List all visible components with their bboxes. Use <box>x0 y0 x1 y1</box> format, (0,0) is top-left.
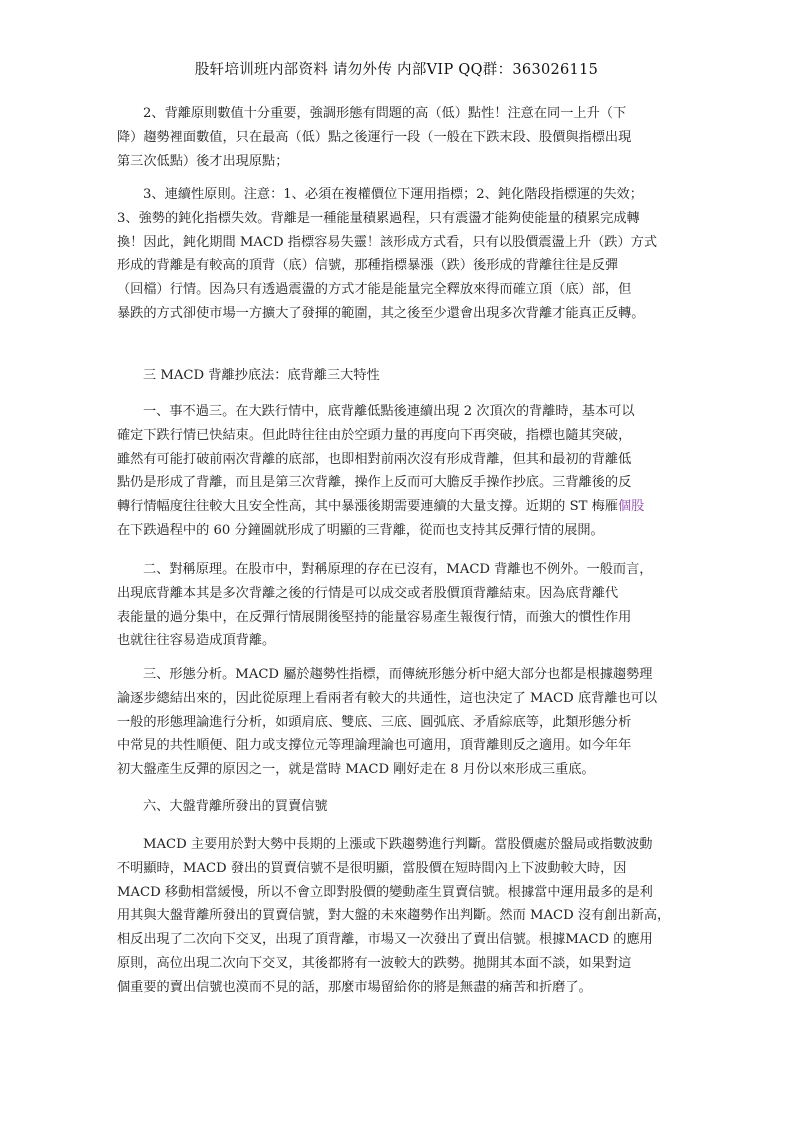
text-line: 原則，高位出現二次向下交叉，其後都將有一波較大的跌勢。拋開其本面不談，如果對這 <box>117 955 632 971</box>
text-line: 不明顯時，MACD 發出的買賣信號不是很明顯，當股價在短時間內上下波動較大時，因 <box>117 860 627 876</box>
page-header: 股轩培训班内部资料 请勿外传 内部VIP QQ群：363026115 <box>194 62 599 78</box>
text-line: 初大盤產生反彈的原因之一，就是當時 MACD 剛好走在 8 月份以來形成三重底。 <box>117 762 595 778</box>
text-line: 第三次低點）後才出現原點； <box>117 153 289 169</box>
text-line: 雖然有可能打破前兩次背離的底部，也即相對前兩次沒有形成背離，但其和最初的背離低 <box>117 451 632 467</box>
text-line: 點仍是形成了背離，而且是第三次背離，操作上反而可大膽反手操作抄底。三背離後的反 <box>117 475 632 491</box>
section-heading-macd-bottom-divergence: 三 MACD 背離抄底法：底背離三大特性 <box>143 368 380 383</box>
text-line: 用其與大盤背離所發出的買賣信號，對大盤的未來趨勢作出判斷。然而 MACD 沒有創出新高， <box>117 908 671 924</box>
text-line: MACD 移動相當緩慢，所以不會立即對股價的變動產生買賣信號。根據當中運用最多的是利 <box>117 884 653 900</box>
text-line: 三、形態分析。MACD 屬於趨勢性指標，而傳統形態分析中絕大部分也都是根據趨勢理 <box>143 667 653 682</box>
section-heading-market-divergence-signals: 六、大盤背離所發出的買賣信號 <box>143 799 328 814</box>
text-line: 論逐步總結出來的，因此從原理上看兩者有較大的共通性，這也決定了 MACD 底背離也可以 <box>117 690 658 706</box>
text-line: 確定下跌行情已快結束。但此時往往由於空頭力量的再度向下再突破，指標也隨其突破， <box>117 427 632 443</box>
paragraph-divergence-principle-2 <box>117 102 685 173</box>
text-line: 二、對稱原理。在股市中，對稱原理的存在已沒有，MACD 背離也不例外。一般而言， <box>143 562 653 577</box>
text-line: 形成的背離是有較高的頂背（底）信號，那種指標暴漲（跌）後形成的背離往往是反彈 <box>117 258 619 274</box>
text-line <box>117 495 685 519</box>
text-line: 3、連續性原則。注意：1、必須在複權價位下運用指標；2、鈍化階段指標運的失效； <box>143 187 643 202</box>
text-line: 個重要的賣出信號也漠而不見的話，那麼市場留給你的將是無盡的痛苦和折磨了。 <box>117 979 592 995</box>
text-line: 暴跌的方式卻使市場一方擴大了發揮的範圍，其之後至少還會出現多次背離才能真正反轉。 <box>117 305 645 321</box>
text-line: 也就往往容易造成頂背離。 <box>117 633 276 649</box>
text-line: 表能量的過分集中，在反彈行情展開後堅持的能量容易產生報復行情，而強大的慣性作用 <box>117 609 632 625</box>
stock-link[interactable]: 個股 <box>617 499 645 515</box>
text-line: 相反出現了二次向下交叉，出現了頂背離，市場又一次發出了賣出信號。根據MACD 的應用 <box>117 932 653 948</box>
text-line: 3、強勢的鈍化指標失效。背離是一種能量積累過程，只有震盪才能夠使能量的積累完成轉 <box>117 210 640 226</box>
text-span: 轉行情幅度往往較大且安全性高，其中暴漲後期需要連續的大量支撐。近期的 ST 梅雁 <box>117 499 618 515</box>
text-line: 中常見的共性順便、阻力或支撐位元等理論理論也可適用，頂背離則反之適用。如今年年 <box>117 738 632 754</box>
text-line: 降）趨勢裡面數值，只在最高（低）點之後運行一段（一般在下跌末段、股價與指標出現 <box>117 129 632 145</box>
text-line: 2、背離原則數值十分重要，強調形態有問題的高（低）點性！注意在同一上升（下 <box>143 106 627 121</box>
text-line: 在下跌過程中的 60 分鐘圖就形成了明顯的三背離，從而也支持其反彈行情的展開。 <box>117 522 604 538</box>
text-line: 一、事不過三。在大跌行情中，底背離低點後連續出現 2 次頂次的背離時，基本可以 <box>143 404 635 419</box>
paragraph-symmetry-principle <box>117 558 685 653</box>
text-line: （回檔）行情。因為只有透過震盪的方式才能是能量完全釋放來得而確立頂（底）部，但 <box>117 282 632 298</box>
paragraph-continuity-principle-3 <box>117 183 685 326</box>
text-line: 一般的形態理論進行分析，如頭肩底、雙底、三底、圓弧底、矛盾綜底等，此類形態分析 <box>117 714 632 730</box>
paragraph-macd-market-signals <box>117 833 685 1000</box>
text-line: 換！因此，鈍化期間 MACD 指標容易失靈！該形成方式看，只有以股價震盪上升（跌）方式 <box>117 234 658 250</box>
paragraph-three-times-rule <box>117 400 685 543</box>
text-line: 出現底背離本其是多次背離之後的行情是可以成交或者股價頂背離結束。因為底背離代 <box>117 585 619 601</box>
text-line: MACD 主要用於對大勢中長期的上漲或下跌趨勢進行判斷。當股價處於盤局或指數波動 <box>143 837 653 852</box>
paragraph-pattern-analysis <box>117 663 685 782</box>
